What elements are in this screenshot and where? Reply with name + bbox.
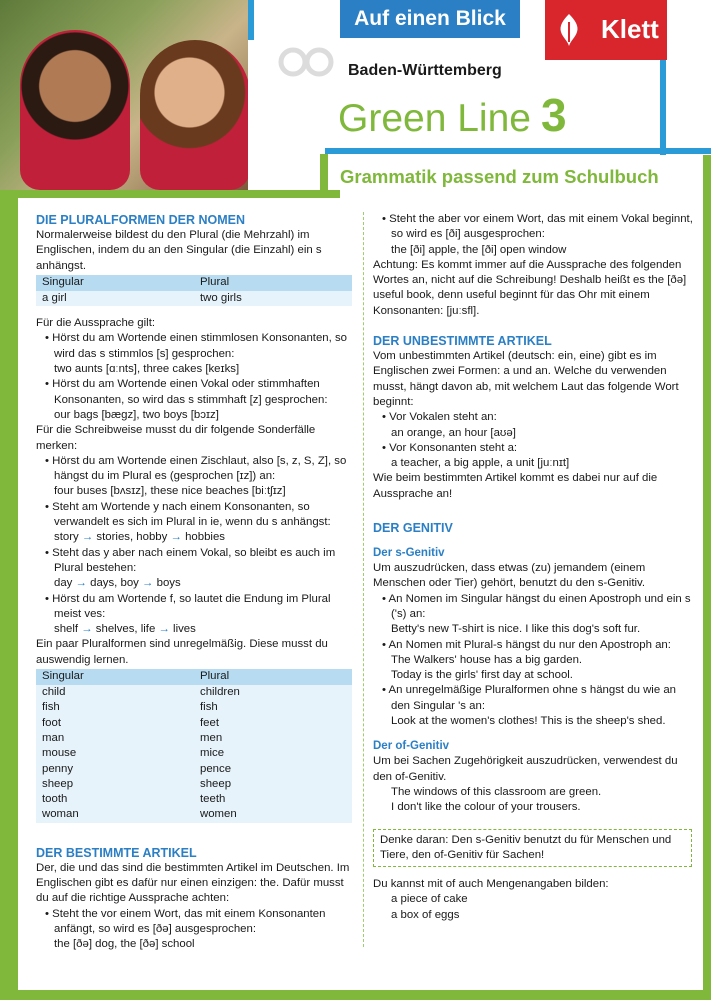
table-cell: women — [194, 807, 352, 822]
series-name: Green Line — [338, 97, 531, 140]
list-item: • Hörst du am Wortende einen stimmlosen Konsonanten, so wird das s stimmlos [s] gesprochen: — [36, 331, 354, 362]
decorative-blue-line-bottom — [325, 148, 711, 154]
list-item: • Hörst du am Wortende einen Zischlaut, also [s, z, S, Z], so hängst du im Plural es (gesprochen [ɪz]) an: — [36, 454, 354, 485]
list-item: • Vor Konsonanten steht a: — [373, 441, 695, 456]
example-word: hobbies — [185, 531, 225, 544]
table-row — [36, 291, 352, 306]
right-column — [373, 212, 695, 923]
table-cell: tooth — [36, 792, 194, 807]
example-line: four buses [bʌsɪz], these nice beaches [biːtʃɪz] — [54, 485, 286, 498]
table-cell: children — [194, 685, 352, 700]
subsection-s-genitive: Der s-Genitiv — [373, 547, 445, 560]
table-header-cell: Plural — [194, 275, 352, 291]
example-line — [36, 530, 354, 545]
list-item: • Hörst du am Wortende f, so lautet die Endung im Plural meist ves: — [36, 592, 354, 623]
publisher-logo — [545, 0, 667, 60]
table-row — [36, 807, 352, 822]
table-header-cell: Singular — [36, 275, 194, 291]
table-header-row — [36, 275, 352, 291]
table-row — [36, 685, 352, 700]
table-header-row — [36, 669, 352, 685]
cover-photo — [0, 0, 248, 190]
arrow-icon: → — [81, 531, 94, 544]
list-item: • An unregelmäßige Pluralformen ohne s hängst du wie an den Singular 's an: — [373, 683, 695, 714]
list-item: • Vor Vokalen steht an: — [373, 410, 695, 425]
table-cell: child — [36, 685, 194, 700]
quantity-intro: Du kannst mit of auch Mengenangaben bilden: — [373, 878, 609, 891]
table-header-cell: Singular — [36, 669, 194, 685]
series-number: 3 — [540, 89, 567, 141]
example-word: lives — [173, 623, 196, 636]
example-line: I don't like the colour of your trousers. — [391, 801, 581, 814]
example-line: a box of eggs — [391, 908, 460, 921]
example-line: the [ði] apple, the [ði] open window — [391, 243, 567, 256]
example-line: an orange, an hour [aʊə] — [391, 426, 516, 439]
table-cell: mice — [194, 746, 352, 761]
list-item: • Steht the aber vor einem Wort, das mit einem Vokal beginnt, so wird es [ði] ausgesprochen: — [373, 212, 695, 243]
definite-note: Achtung: Es kommt immer auf die Aussprache des folgenden Wortes an, nicht auf die Schreibung! Deshalb heißt es the [ðə] useful book, denn useful beginnt für das Ohr mit einem Konsonanten: [juːsfl]. — [373, 258, 687, 317]
spelling-intro: Für die Schreibweise musst du dir folgende Sonderfälle merken: — [36, 424, 316, 452]
rings-icon — [275, 45, 345, 80]
list-item: • Steht the vor einem Wort, das mit einem Konsonanten anfängt, so wird es [ðə] ausgesprochen: — [36, 907, 354, 938]
decorative-green-curve — [320, 154, 328, 198]
photo-boy — [20, 30, 130, 190]
frame-bottom — [0, 990, 711, 1000]
table-cell: men — [194, 731, 352, 746]
table-cell: penny — [36, 762, 194, 777]
arrow-icon: → — [142, 577, 154, 590]
example-line: our bags [bæɡz], two boys [bɔɪz] — [54, 408, 219, 421]
list-item: • Steht das y aber nach einem Vokal, so bleibt es auch im Plural bestehen: — [36, 546, 354, 577]
table-cell: mouse — [36, 746, 194, 761]
series-title — [338, 88, 567, 142]
publisher-name: Klett — [601, 14, 659, 44]
list-item: • Hörst du am Wortende einen Vokal oder stimmhaften Konsonanten, so wird das s stimmhaft [z] gesprochen: — [36, 377, 354, 408]
list-item: • An Nomen mit Plural-s hängst du nur den Apostroph an: — [373, 638, 695, 653]
arrow-icon: → — [81, 623, 93, 636]
page-subtitle: Grammatik passend zum Schulbuch — [340, 166, 659, 187]
plural-intro: Normalerweise bildest du den Plural (die Mehrzahl) im Englischen, indem du an den Singular (die Einzahl) ein s anhängst. — [36, 229, 322, 272]
table-cell: fish — [194, 700, 352, 715]
table-row — [36, 716, 352, 731]
table-cell: teeth — [194, 792, 352, 807]
example-line: Betty's new T-shirt is nice. I like this dog's soft fur. — [391, 623, 641, 636]
table-cell: two girls — [194, 291, 352, 306]
klett-logo-icon — [555, 12, 583, 48]
arrow-icon: → — [158, 623, 170, 636]
example-word: shelf — [54, 623, 79, 636]
left-column — [36, 212, 354, 952]
example-word: boys — [156, 577, 181, 590]
decorative-green-line — [18, 190, 340, 198]
column-divider — [363, 212, 365, 947]
decorative-blue-line-right — [660, 60, 666, 155]
example-line — [36, 622, 354, 637]
s-genitive-intro: Um auszudrücken, dass etwas (zu) jemandem (einem Menschen oder Tier) gehört, benutzt du den s-Genitiv. — [373, 562, 646, 590]
table-header-cell: Plural — [194, 669, 352, 685]
example-line: The windows of this classroom are green. — [391, 785, 602, 798]
table-body — [36, 685, 352, 823]
example-line: the [ðə] dog, the [ðə] school — [54, 938, 195, 951]
reminder-box: Denke daran: Den s-Genitiv benutzt du für Menschen und Tiere, den of-Genitiv für Sachen! — [373, 829, 692, 868]
frame-left — [0, 190, 18, 1000]
section-title-plural: DIE PLURALFORMEN DER NOMEN — [36, 213, 246, 227]
arrow-icon: → — [75, 577, 87, 590]
of-genitive-intro: Um bei Sachen Zugehörigkeit auszudrücken, verwendest du den of-Genitiv. — [373, 755, 678, 783]
table-cell: man — [36, 731, 194, 746]
subsection-of-genitive: Der of-Genitiv — [373, 740, 450, 753]
table-row — [36, 777, 352, 792]
table-cell: fish — [36, 700, 194, 715]
table-row — [36, 746, 352, 761]
table-row — [36, 731, 352, 746]
example-word: shelves, life — [95, 623, 156, 636]
table-row — [36, 762, 352, 777]
list-item: • An Nomen im Singular hängst du einen Apostroph und ein s ('s) an: — [373, 592, 695, 623]
decorative-blue-line-top — [248, 0, 254, 40]
irregular-intro: Ein paar Pluralformen sind unregelmäßig. Diese musst du auswendig lernen. — [36, 638, 328, 666]
definite-intro: Der, die und das sind die bestimmten Artikel im Deutschen. Im Englischen gibt es dafür nur einen einzigen: the. Dafür musst du auf die richtige Aussprache achten: — [36, 861, 350, 905]
example-line: a piece of cake — [391, 893, 468, 906]
section-title-indefinite: DER UNBESTIMMTE ARTIKEL — [373, 334, 552, 349]
arrow-icon: → — [170, 531, 182, 544]
table-cell: sheep — [36, 777, 194, 792]
section-title-genitive: DER GENITIV — [373, 521, 453, 536]
table-cell: feet — [194, 716, 352, 731]
section-title-definite: DER BESTIMMTE ARTIKEL — [36, 845, 197, 860]
indefinite-outro: Wie beim bestimmten Artikel kommt es dabei nur auf die Aussprache an! — [373, 472, 658, 500]
table-row — [36, 792, 352, 807]
table-cell: sheep — [194, 777, 352, 792]
example-line: The Walkers' house has a big garden. — [391, 653, 583, 666]
example-word: story — [54, 531, 79, 544]
pronunciation-intro: Für die Aussprache gilt: — [36, 317, 156, 330]
example-line: Today is the girls' first day at school. — [391, 669, 573, 682]
table-cell: pence — [194, 762, 352, 777]
example-line: Look at the women's clothes! This is the sheep's shed. — [391, 715, 666, 728]
example-line: a teacher, a big apple, a unit [juːnɪt] — [391, 457, 570, 470]
example-word: stories, hobby — [96, 531, 168, 544]
table-row — [36, 700, 352, 715]
table-cell: woman — [36, 807, 194, 822]
frame-right — [703, 155, 711, 1000]
plural-table-irregular — [36, 669, 352, 823]
table-cell: foot — [36, 716, 194, 731]
badge-auf-einen-blick: Auf einen Blick — [340, 0, 520, 38]
region-label: Baden-Württemberg — [348, 62, 502, 79]
example-line: two aunts [ɑːnts], three cakes [keɪks] — [54, 363, 240, 376]
example-word: days, boy — [90, 577, 139, 590]
example-word: day — [54, 577, 73, 590]
list-item: • Steht am Wortende y nach einem Konsonanten, so verwandelt es sich im Plural in ie, wenn du s anhängst: — [36, 500, 354, 531]
plural-table-regular — [36, 275, 352, 306]
photo-girl — [140, 40, 248, 190]
example-line — [36, 576, 354, 591]
indefinite-intro: Vom unbestimmten Artikel (deutsch: ein, eine) gibt es im Englischen zwei Formen: a und an. Welche du verwenden musst, hängt davon ab, mit welchem Laut das folgende Wort beginnt: — [373, 350, 679, 408]
table-cell: a girl — [36, 291, 194, 306]
